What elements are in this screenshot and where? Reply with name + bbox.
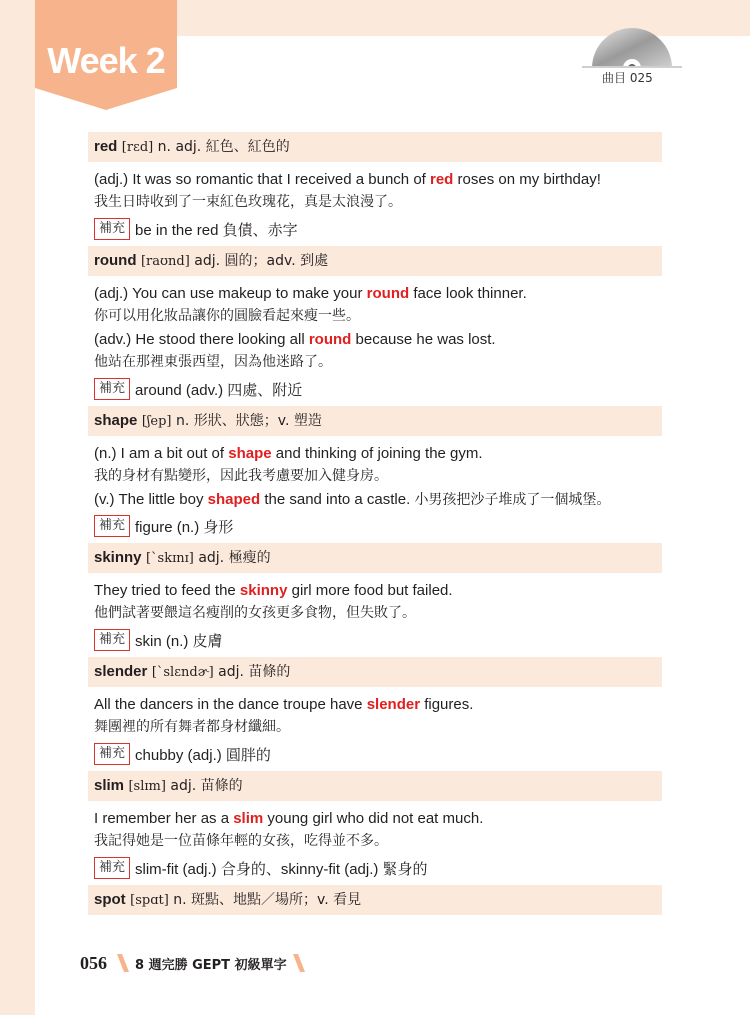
supplement-row (94, 378, 662, 400)
example-translation: 你可以用化妝品讓你的圓臉看起來瘦一些。 (94, 308, 360, 324)
supplement-text: slim-fit (adj.) 合身的、skinny-fit (adj.) 緊身的 (135, 860, 428, 878)
supplement-text: figure (n.) 身形 (135, 518, 234, 536)
supplement-text: around (adv.) 四處、附近 (135, 381, 303, 399)
supplement-row (94, 629, 662, 651)
headword: skinny (94, 549, 142, 566)
track-number: 曲目 025 (602, 71, 653, 85)
definition: adj. 苗條的 (170, 778, 243, 794)
example-translation: 他們試著要餵這名瘦削的女孩更多食物，但失敗了。 (94, 605, 416, 621)
headword: round (94, 252, 137, 269)
entry-slim (88, 771, 662, 885)
entry-red (88, 132, 662, 246)
example-sentence: All the dancers in the dance troupe have slender figures. (94, 696, 474, 713)
example-sentence: (adj.) You can use makeup to make your round face look thinner. (94, 285, 527, 302)
inline-translation: 小男孩把沙子堆成了一個城堡。 (414, 491, 611, 507)
supplement-badge: 補充 (94, 378, 130, 400)
supplement-row (94, 515, 662, 537)
entry-header (88, 771, 662, 801)
example-translation: 舞團裡的所有舞者都身材纖細。 (94, 719, 290, 735)
example-sentence: (adv.) He stood there looking all round because he was lost. (94, 331, 496, 348)
supplement-badge: 補充 (94, 743, 130, 765)
supplement-badge: 補充 (94, 857, 130, 879)
page-number: 056 (80, 952, 107, 973)
entry-header (88, 132, 662, 162)
supplement-row (94, 218, 662, 240)
pronunciation: [spɑt] (130, 893, 169, 908)
headword: red (94, 138, 118, 155)
definition: adj. 苗條的 (218, 664, 291, 680)
pronunciation: [ˋskɪnɪ] (145, 551, 194, 566)
week-label: Week 2 (47, 40, 165, 81)
supplement-text: chubby (adj.) 圓胖的 (135, 746, 271, 764)
book-title: 8 週完勝 GEPT 初級單字 (135, 957, 287, 973)
example-sentence: I remember her as a slim young girl who did not eat much. (94, 810, 484, 827)
entry-header (88, 885, 662, 915)
supplement-badge: 補充 (94, 629, 130, 651)
entry-spot (88, 885, 662, 915)
example-translation: 我記得她是一位苗條年輕的女孩，吃得並不多。 (94, 833, 388, 849)
example-sentence: (v.) The little boy shaped the sand into a castle. 小男孩把沙子堆成了一個城堡。 (94, 491, 611, 508)
example-translation: 他站在那裡東張西望，因為他迷路了。 (94, 354, 332, 370)
entry-header (88, 657, 662, 687)
pronunciation: [slɪm] (128, 779, 166, 794)
left-margin-band (0, 0, 35, 1015)
pronunciation: [rɛd] (121, 140, 154, 155)
supplement-badge: 補充 (94, 218, 130, 240)
entry-shape (88, 406, 662, 543)
entry-header (88, 406, 662, 436)
entry-round (88, 246, 662, 406)
definition: n. adj. 紅色、紅色的 (157, 139, 290, 155)
supplement-text: skin (n.) 皮膚 (135, 632, 223, 650)
supplement-row (94, 857, 662, 879)
definition: adj. 極瘦的 (198, 550, 271, 566)
example-sentence: (adj.) It was so romantic that I received a bunch of red roses on my birthday! (94, 171, 601, 188)
entry-header (88, 543, 662, 573)
vocabulary-list (88, 132, 662, 915)
example-translation: 我的身材有點變形，因此我考慮要加入健身房。 (94, 468, 388, 484)
supplement-badge: 補充 (94, 515, 130, 537)
example-translation: 我生日時收到了一束紅色玫瑰花，真是太浪漫了。 (94, 194, 402, 210)
entry-header (88, 246, 662, 276)
supplement-row (94, 743, 662, 765)
definition: n. 斑點、地點／場所；v. 看見 (173, 892, 362, 908)
definition: n. 形狀、狀態；v. 塑造 (175, 413, 322, 429)
page-footer (80, 950, 311, 976)
pronunciation: [raʊnd] (140, 254, 190, 269)
headword: slender (94, 663, 148, 680)
definition: adj. 圓的；adv. 到處 (194, 253, 329, 269)
audio-cd-icon (582, 28, 682, 68)
headword: spot (94, 891, 126, 908)
entry-slender (88, 657, 662, 771)
supplement-text: be in the red 負債、赤字 (135, 221, 298, 239)
pronunciation: [ˋslɛndɚ] (151, 665, 214, 680)
slash-divider-icon (117, 954, 129, 972)
headword: slim (94, 777, 125, 794)
headword: shape (94, 412, 138, 429)
slash-divider-icon (293, 954, 305, 972)
example-sentence: They tried to feed the skinny girl more food but failed. (94, 582, 453, 599)
pronunciation: [ʃep] (141, 414, 172, 429)
example-sentence: (n.) I am a bit out of shape and thinking of joining the gym. (94, 445, 483, 462)
entry-skinny (88, 543, 662, 657)
